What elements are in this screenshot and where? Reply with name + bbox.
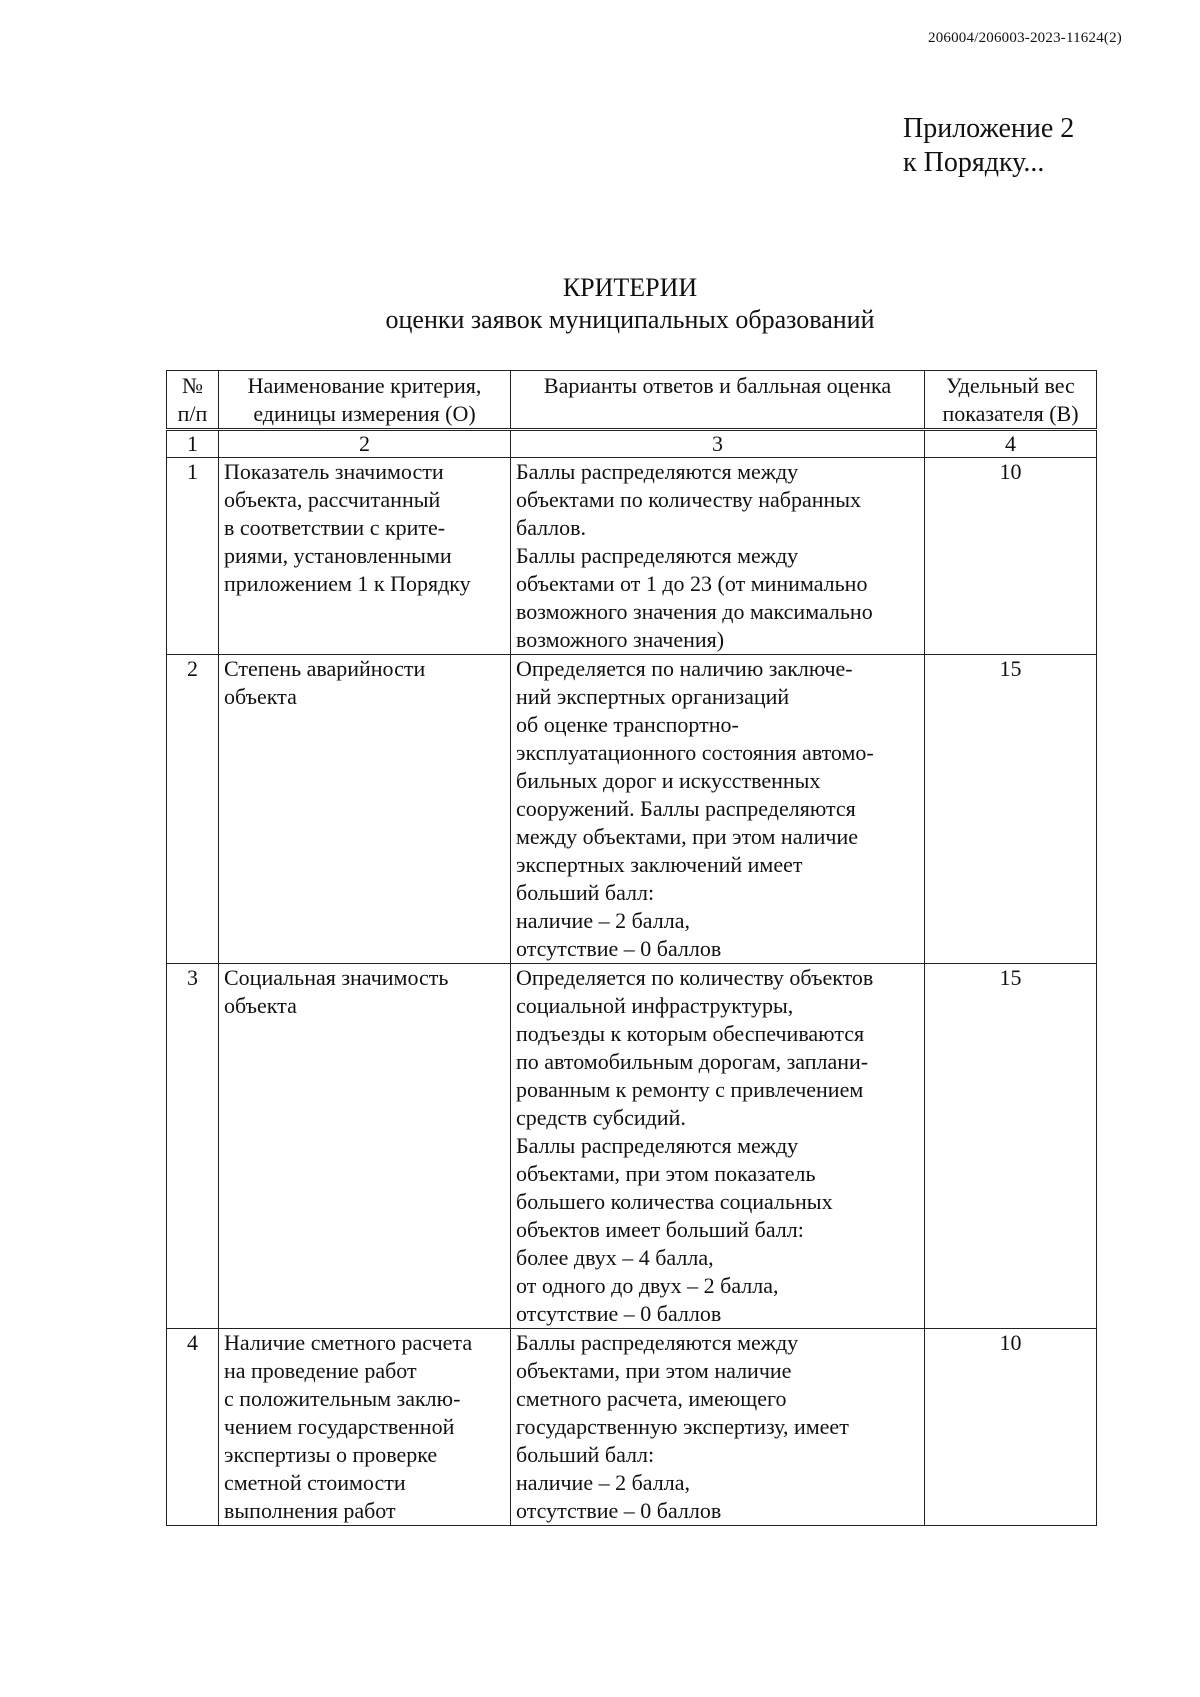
answer-option-line: Баллы распределяются между	[516, 543, 799, 568]
criterion-name-line: с положительным заклю-	[224, 1386, 461, 1411]
criterion-name-line: на проведение работ	[224, 1358, 417, 1383]
criterion-name-line: чением государственной	[224, 1414, 455, 1439]
document-title: КРИТЕРИИ	[562, 273, 698, 302]
appendix-line: Приложение 2	[903, 113, 1075, 144]
answer-option-line: более двух – 4 балла,	[516, 1245, 714, 1270]
answer-option-line: сметного расчета, имеющего	[516, 1386, 787, 1411]
answer-option-line: больший балл:	[516, 1442, 655, 1467]
header-weight: Удельный вес показателя (В)	[925, 371, 1097, 430]
row-number: 1	[167, 458, 219, 655]
appendix-line: к Порядку...	[903, 147, 1045, 178]
answer-option-line: возможного значения до максимально	[516, 599, 873, 624]
answer-options	[511, 964, 925, 1329]
answer-option-line: большего количества социальных	[516, 1189, 833, 1214]
answer-option-line: Баллы распределяются между	[516, 459, 799, 484]
weight-value: 15	[925, 655, 1097, 964]
criterion-name-line: выполнения работ	[224, 1498, 396, 1523]
weight-value: 10	[925, 458, 1097, 655]
criterion-name-line: Показатель значимости	[224, 459, 444, 484]
row-number: 4	[167, 1329, 219, 1526]
table-row	[167, 655, 1097, 964]
answer-option-line: объектами от 1 до 23 (от минимально	[516, 571, 868, 596]
criterion-name-line: Наличие сметного расчета	[224, 1330, 473, 1355]
criterion-name-line: экспертизы о проверке	[224, 1442, 438, 1467]
row-number: 2	[167, 655, 219, 964]
answer-option-line: эксплуатационного состояния автомо-	[516, 740, 874, 765]
criterion-name	[219, 1329, 511, 1526]
answer-option-line: об оценке транспортно-	[516, 712, 739, 737]
criterion-name-line: Степень аварийности	[224, 656, 426, 681]
answer-option-line: объектов имеет больший балл:	[516, 1217, 804, 1242]
criterion-name-line: Социальная значимость	[224, 965, 449, 990]
answer-option-line: средств субсидий.	[516, 1105, 686, 1130]
answer-option-line: бильных дорог и искусственных	[516, 768, 821, 793]
answer-option-line: отсутствие – 0 баллов	[516, 1301, 722, 1326]
answer-option-line: по автомобильным дорогам, заплани-	[516, 1049, 869, 1074]
criterion-name-line: объекта	[224, 993, 297, 1018]
answer-option-line: объектами по количеству набранных	[516, 487, 862, 512]
answer-option-line: экспертных заключений имеет	[516, 852, 803, 877]
column-numbering-row	[167, 430, 1097, 458]
answer-option-line: наличие – 2 балла,	[516, 908, 690, 933]
column-number: 3	[511, 430, 925, 458]
header-number: № п/п	[167, 371, 219, 430]
criterion-name-line: риями, установленными	[224, 543, 452, 568]
answer-option-line: ний экспертных организаций	[516, 684, 790, 709]
weight-value: 15	[925, 964, 1097, 1329]
answer-option-line: сооружений. Баллы распределяются	[516, 796, 856, 821]
answer-options	[511, 458, 925, 655]
answer-option-line: от одного до двух – 2 балла,	[516, 1273, 779, 1298]
criteria-table	[166, 370, 1097, 1526]
appendix-note	[903, 112, 1074, 180]
column-number: 4	[925, 430, 1097, 458]
criterion-name-line: приложением 1 к Порядку	[224, 571, 471, 596]
table-row	[167, 964, 1097, 1329]
answer-option-line: наличие – 2 балла,	[516, 1470, 690, 1495]
answer-option-line: отсутствие – 0 баллов	[516, 1498, 722, 1523]
criterion-name-line: в соответствии с крите-	[224, 515, 446, 540]
row-number: 3	[167, 964, 219, 1329]
criterion-name	[219, 964, 511, 1329]
answer-option-line: объектами, при этом наличие	[516, 1358, 792, 1383]
answer-options	[511, 655, 925, 964]
answer-options	[511, 1329, 925, 1526]
answer-option-line: подъезды к которым обеспечиваются	[516, 1021, 865, 1046]
answer-option-line: Баллы распределяются между	[516, 1330, 799, 1355]
header-criterion-name: Наименование критерия, единицы измерения (О)	[219, 371, 511, 430]
criterion-name	[219, 655, 511, 964]
table-row	[167, 458, 1097, 655]
criterion-name-line: объекта	[224, 684, 297, 709]
document-subtitle: оценки заявок муниципальных образований	[385, 305, 875, 334]
answer-option-line: Определяется по количеству объектов	[516, 965, 874, 990]
answer-option-line: между объектами, при этом наличие	[516, 824, 859, 849]
answer-option-line: государственную экспертизу, имеет	[516, 1414, 849, 1439]
answer-option-line: рованным к ремонту с привлечением	[516, 1077, 864, 1102]
table-row	[167, 1329, 1097, 1526]
column-number: 2	[219, 430, 511, 458]
column-number: 1	[167, 430, 219, 458]
answer-option-line: Баллы распределяются между	[516, 1133, 799, 1158]
answer-option-line: баллов.	[516, 515, 586, 540]
weight-value: 10	[925, 1329, 1097, 1526]
criterion-name	[219, 458, 511, 655]
answer-option-line: объектами, при этом показатель	[516, 1161, 816, 1186]
answer-option-line: Определяется по наличию заключе-	[516, 656, 853, 681]
header-answer-options: Варианты ответов и балльная оценка	[511, 371, 925, 430]
criterion-name-line: объекта, рассчитанный	[224, 487, 441, 512]
criterion-name-line: сметной стоимости	[224, 1470, 406, 1495]
table-header-row	[167, 371, 1097, 430]
document-reference-number: 206004/206003-2023-11624(2)	[928, 30, 1122, 46]
answer-option-line: возможного значения)	[516, 627, 725, 652]
answer-option-line: социальной инфраструктуры,	[516, 993, 794, 1018]
answer-option-line: отсутствие – 0 баллов	[516, 936, 722, 961]
answer-option-line: больший балл:	[516, 880, 655, 905]
